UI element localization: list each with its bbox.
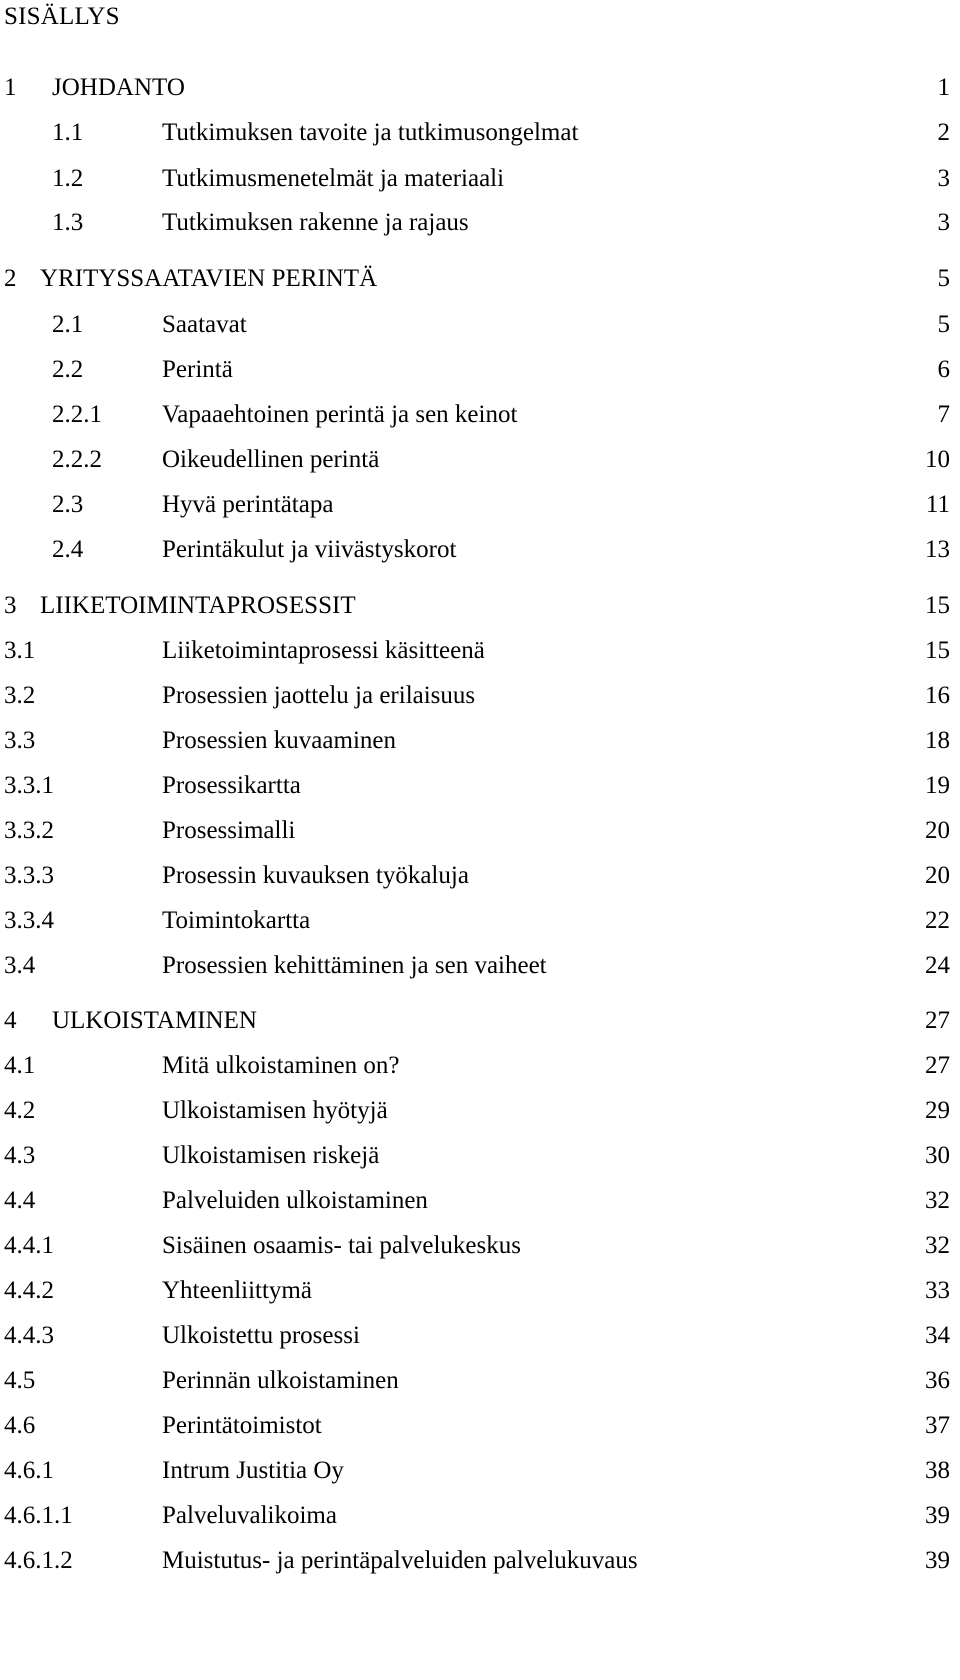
toc-entry [0, 402, 960, 432]
toc-entry [0, 818, 960, 848]
toc-entry-label: Prosessin kuvauksen työkaluja [162, 862, 469, 889]
toc-entry [0, 728, 960, 758]
toc-entry-number: 4.3 [4, 1142, 36, 1169]
toc-entry-page: 6 [937, 356, 950, 383]
toc-entry [0, 1143, 960, 1173]
toc-entry [0, 638, 960, 668]
toc-entry-label: Liiketoimintaprosessi käsitteenä [162, 637, 485, 664]
toc-entry-page: 20 [925, 862, 950, 889]
toc-entry-label: Yhteenliittymä [162, 1277, 312, 1304]
toc-entry-number: 3.3 [4, 727, 36, 754]
toc-entry-label: Oikeudellinen perintä [162, 446, 380, 473]
toc-entry-label: Saatavat [162, 311, 247, 338]
toc-entry-label: Mitä ulkoistaminen on? [162, 1052, 400, 1079]
toc-entry-number: 2.3 [52, 491, 84, 518]
toc-entry-page: 27 [925, 1052, 950, 1079]
toc-entry-number: 3.1 [4, 637, 36, 664]
toc-entry-label: Sisäinen osaamis- tai palvelukeskus [162, 1232, 521, 1259]
toc-entry [0, 210, 960, 240]
toc-entry-page: 3 [937, 209, 950, 236]
toc-entry [0, 1233, 960, 1263]
toc-entry-page: 7 [937, 401, 950, 428]
toc-entry-page: 10 [925, 446, 950, 473]
toc-entry-number: 3.3.1 [4, 772, 54, 799]
toc-entry-label: Hyvä perintätapa [162, 491, 334, 518]
toc-entry-label: Intrum Justitia Oy [162, 1457, 344, 1484]
toc-entry [0, 1188, 960, 1218]
toc-entry [0, 537, 960, 567]
toc-entry-number: 2.2.1 [52, 401, 102, 428]
toc-entry-label: Palveluvalikoima [162, 1502, 337, 1529]
toc-entry-number: 4.1 [4, 1052, 36, 1079]
toc-entry-label: Prosessien jaottelu ja erilaisuus [162, 682, 476, 709]
toc-entry-page: 3 [937, 165, 950, 192]
toc-entry-page: 15 [925, 637, 950, 664]
toc-entry [0, 1368, 960, 1398]
toc-entry-page: 19 [925, 772, 950, 799]
toc-entry-label: Prosessimalli [162, 817, 296, 844]
toc-entry-page: 34 [925, 1322, 950, 1349]
toc-entry-label: YRITYSSAATAVIEN PERINTÄ [40, 265, 378, 292]
toc-entry-page: 32 [925, 1232, 950, 1259]
toc-entry-page: 37 [925, 1412, 950, 1439]
toc-entry-page: 36 [925, 1367, 950, 1394]
toc-entry [0, 1053, 960, 1083]
toc-entry-number: 1 [4, 74, 17, 101]
toc-entry-label: Tutkimusmenetelmät ja materiaali [162, 165, 505, 192]
toc-entry [0, 75, 960, 105]
toc-entry-page: 24 [925, 952, 950, 979]
toc-entry-label: Perintäkulut ja viivästyskorot [162, 536, 457, 563]
toc-entry-number: 4.4.1 [4, 1232, 54, 1259]
toc-entry-page: 39 [925, 1547, 950, 1574]
toc-entry-label: Perintätoimistot [162, 1412, 322, 1439]
toc-entry-number: 2.4 [52, 536, 84, 563]
toc-entry-number: 4.5 [4, 1367, 36, 1394]
toc-entry-page: 2 [937, 119, 950, 146]
toc-entry-number: 2.1 [52, 311, 84, 338]
toc-entry-label: Vapaaehtoinen perintä ja sen keinot [162, 401, 518, 428]
toc-entry [0, 166, 960, 196]
toc-entry-label: Muistutus- ja perintäpalveluiden palvelukuvaus [162, 1547, 638, 1574]
toc-entry [0, 266, 960, 296]
toc-entry-page: 1 [937, 74, 950, 101]
toc-entry-number: 3.3.4 [4, 907, 54, 934]
toc-entry-page: 18 [925, 727, 950, 754]
toc-entry [0, 1098, 960, 1128]
toc-entry [0, 908, 960, 938]
toc-entry [0, 492, 960, 522]
toc-entry-page: 39 [925, 1502, 950, 1529]
toc-entry [0, 1458, 960, 1488]
toc-entry-number: 1.1 [52, 119, 84, 146]
toc-entry-number: 3 [4, 592, 17, 619]
toc-entry-page: 32 [925, 1187, 950, 1214]
toc-entry-page: 15 [925, 592, 950, 619]
toc-entry [0, 683, 960, 713]
toc-entry-number: 4.4 [4, 1187, 36, 1214]
toc-entry-number: 4.4.3 [4, 1322, 54, 1349]
toc-entry [0, 447, 960, 477]
toc-entry-number: 4.4.2 [4, 1277, 54, 1304]
toc-entry-page: 30 [925, 1142, 950, 1169]
toc-entry-page: 22 [925, 907, 950, 934]
toc-entry-number: 4.6.1.2 [4, 1547, 73, 1574]
toc-entry-label: Ulkoistamisen hyötyjä [162, 1097, 388, 1124]
toc-entry-label: Perintä [162, 356, 233, 383]
toc-entry-page: 33 [925, 1277, 950, 1304]
toc-entry-page: 38 [925, 1457, 950, 1484]
toc-entry [0, 357, 960, 387]
toc-entry-page: 5 [937, 265, 950, 292]
toc-entry [0, 863, 960, 893]
toc-entry-number: 3.4 [4, 952, 36, 979]
toc-entry-page: 11 [925, 491, 950, 518]
toc-entry-page: 29 [925, 1097, 950, 1124]
toc-entry-number: 4.2 [4, 1097, 36, 1124]
toc-entry-page: 5 [937, 311, 950, 338]
toc-entry-number: 1.2 [52, 165, 84, 192]
toc-entry-page: 13 [925, 536, 950, 563]
toc-entry [0, 1323, 960, 1353]
toc-entry-number: 2.2.2 [52, 446, 102, 473]
toc-entry-number: 3.3.2 [4, 817, 54, 844]
toc-entry [0, 1503, 960, 1533]
toc-entry-label: Prosessikartta [162, 772, 301, 799]
toc-entry-label: Tutkimuksen rakenne ja rajaus [162, 209, 469, 236]
toc-entry-number: 4 [4, 1007, 17, 1034]
toc-entry-label: Toimintokartta [162, 907, 311, 934]
toc-entry-label: Prosessien kuvaaminen [162, 727, 396, 754]
toc-entry-page: 16 [925, 682, 950, 709]
toc-entry-label: ULKOISTAMINEN [52, 1007, 257, 1034]
toc-entry [0, 312, 960, 342]
toc-entry-label: Ulkoistamisen riskejä [162, 1142, 380, 1169]
toc-entry [0, 1008, 960, 1038]
toc-entry-number: 4.6.1.1 [4, 1502, 73, 1529]
toc-entry-number: 2.2 [52, 356, 84, 383]
toc-entry-label: JOHDANTO [52, 74, 185, 101]
toc-entry-number: 1.3 [52, 209, 84, 236]
toc-entry-label: Palveluiden ulkoistaminen [162, 1187, 428, 1214]
toc-entry-number: 4.6 [4, 1412, 36, 1439]
toc-entry-number: 4.6.1 [4, 1457, 54, 1484]
toc-entry-label: Tutkimuksen tavoite ja tutkimusongelmat [162, 119, 579, 146]
toc-entry-label: Ulkoistettu prosessi [162, 1322, 360, 1349]
toc-entry [0, 773, 960, 803]
toc-entry-label: LIIKETOIMINTAPROSESSIT [40, 592, 356, 619]
toc-entry [0, 1413, 960, 1443]
toc-entry-number: 3.3.3 [4, 862, 54, 889]
toc-entry-number: 2 [4, 265, 17, 292]
toc-title: SISÄLLYS [4, 3, 120, 30]
toc-entry-page: 27 [925, 1007, 950, 1034]
toc-entry [0, 1278, 960, 1308]
toc-entry [0, 1548, 960, 1578]
toc-entry [0, 593, 960, 623]
toc-entry-number: 3.2 [4, 682, 36, 709]
toc-entry-page: 20 [925, 817, 950, 844]
toc-entry-label: Prosessien kehittäminen ja sen vaiheet [162, 952, 547, 979]
toc-entry [0, 120, 960, 150]
toc-entry-label: Perinnän ulkoistaminen [162, 1367, 399, 1394]
toc-entry [0, 953, 960, 983]
